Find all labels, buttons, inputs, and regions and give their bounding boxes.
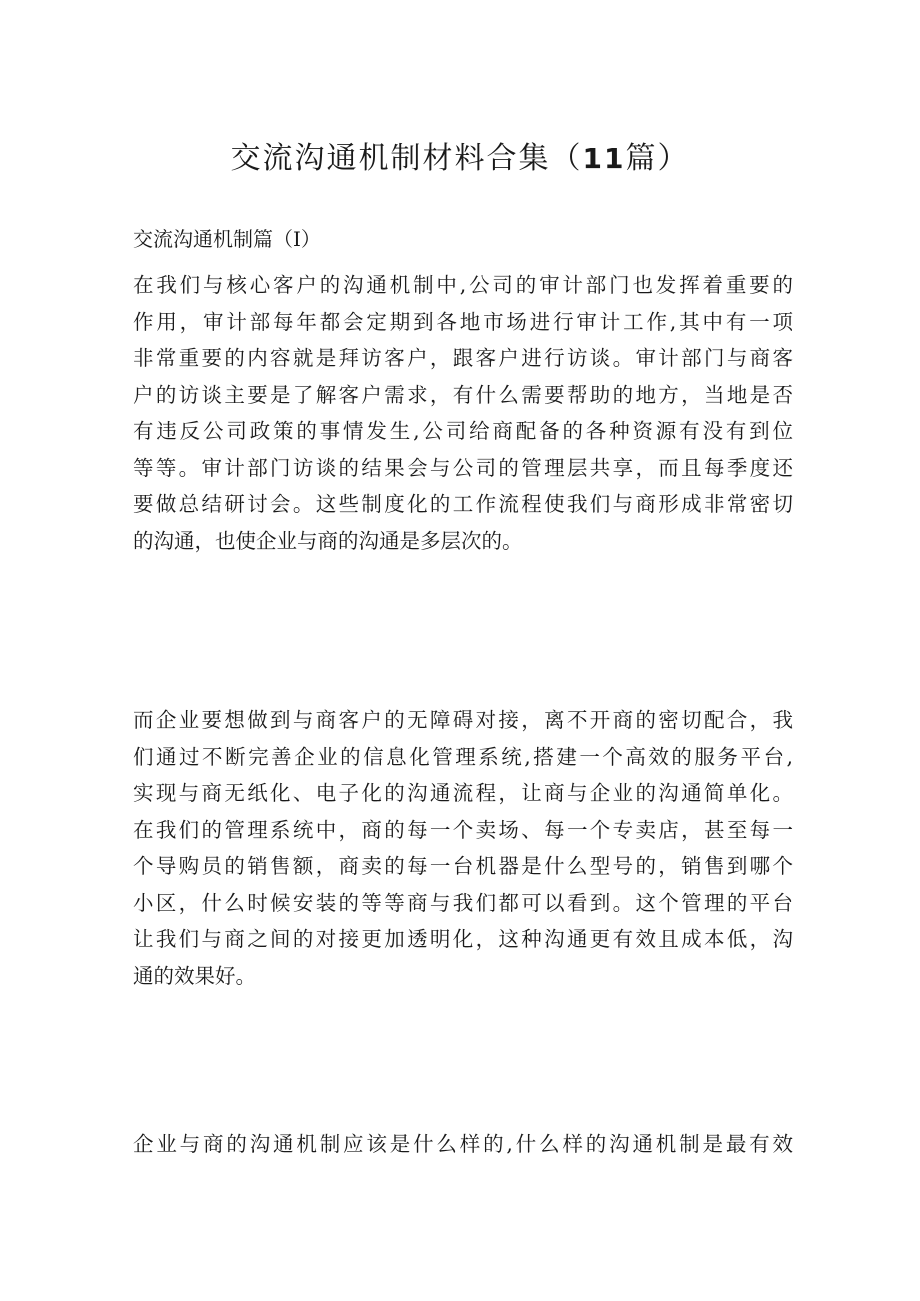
section-heading: 交流沟通机制篇（I） bbox=[133, 227, 321, 251]
paragraph-line: 作用，审计部每年都会定期到各地市场进行审计工作,其中有一项 bbox=[133, 309, 793, 334]
paragraph-line: 等等。审计部门访谈的结果会与公司的管理层共享，而且每季度还 bbox=[133, 455, 793, 480]
paragraph-line: 实现与商无纸化、电子化的沟通流程，让商与企业的沟通简单化。 bbox=[133, 781, 793, 805]
paragraph-1 bbox=[133, 267, 793, 559]
paragraph-line: 的沟通，也使企业与商的沟通是多层次的。 bbox=[133, 528, 523, 553]
paragraph-line: 企业与商的沟通机制应该是什么样的,什么样的沟通机制是最有效 bbox=[133, 1132, 793, 1156]
paragraph-line: 有违反公司政策的事情发生,公司给商配备的各种资源有没有到位 bbox=[133, 419, 793, 443]
paragraph-line: 而企业要想做到与商客户的无障碍对接，离不开商的密切配合，我 bbox=[133, 708, 793, 732]
paragraph-line: 非常重要的内容就是拜访客户，跟客户进行访谈。审计部门与商客 bbox=[133, 346, 793, 370]
document-title bbox=[0, 137, 920, 181]
paragraph-line: 在我们与核心客户的沟通机制中,公司的审计部门也发挥着重要的 bbox=[133, 273, 793, 297]
paragraph-line: 小区，什么时候安装的等等商与我们都可以看到。这个管理的平台 bbox=[133, 890, 793, 915]
paragraph-line: 通的效果好。 bbox=[133, 963, 256, 988]
paragraph-line: 在我们的管理系统中，商的每一个卖场、每一个专卖店，甚至每一 bbox=[133, 817, 793, 842]
paragraph-line: 要做总结研讨会。这些制度化的工作流程使我们与商形成非常密切 bbox=[133, 492, 793, 516]
paragraph-line: 个导购员的销售额，商卖的每一台机器是什么型号的，销售到哪个 bbox=[133, 854, 793, 878]
paragraph-line: 让我们与商之间的对接更加透明化，这种沟通更有效且成本低，沟 bbox=[133, 927, 793, 951]
paragraph-2 bbox=[133, 702, 793, 994]
title-text: 交流沟通机制材料合集（ bbox=[230, 141, 583, 176]
paragraph-3 bbox=[133, 1126, 793, 1163]
title-number: 11 bbox=[582, 142, 626, 175]
paragraph-line: 户的访谈主要是了解客户需求，有什么需要帮助的地方，当地是否 bbox=[133, 382, 793, 407]
title-suffix: 篇） bbox=[625, 141, 690, 176]
paragraph-line: 们通过不断完善企业的信息化管理系统,搭建一个高效的服务平台, bbox=[133, 744, 793, 769]
